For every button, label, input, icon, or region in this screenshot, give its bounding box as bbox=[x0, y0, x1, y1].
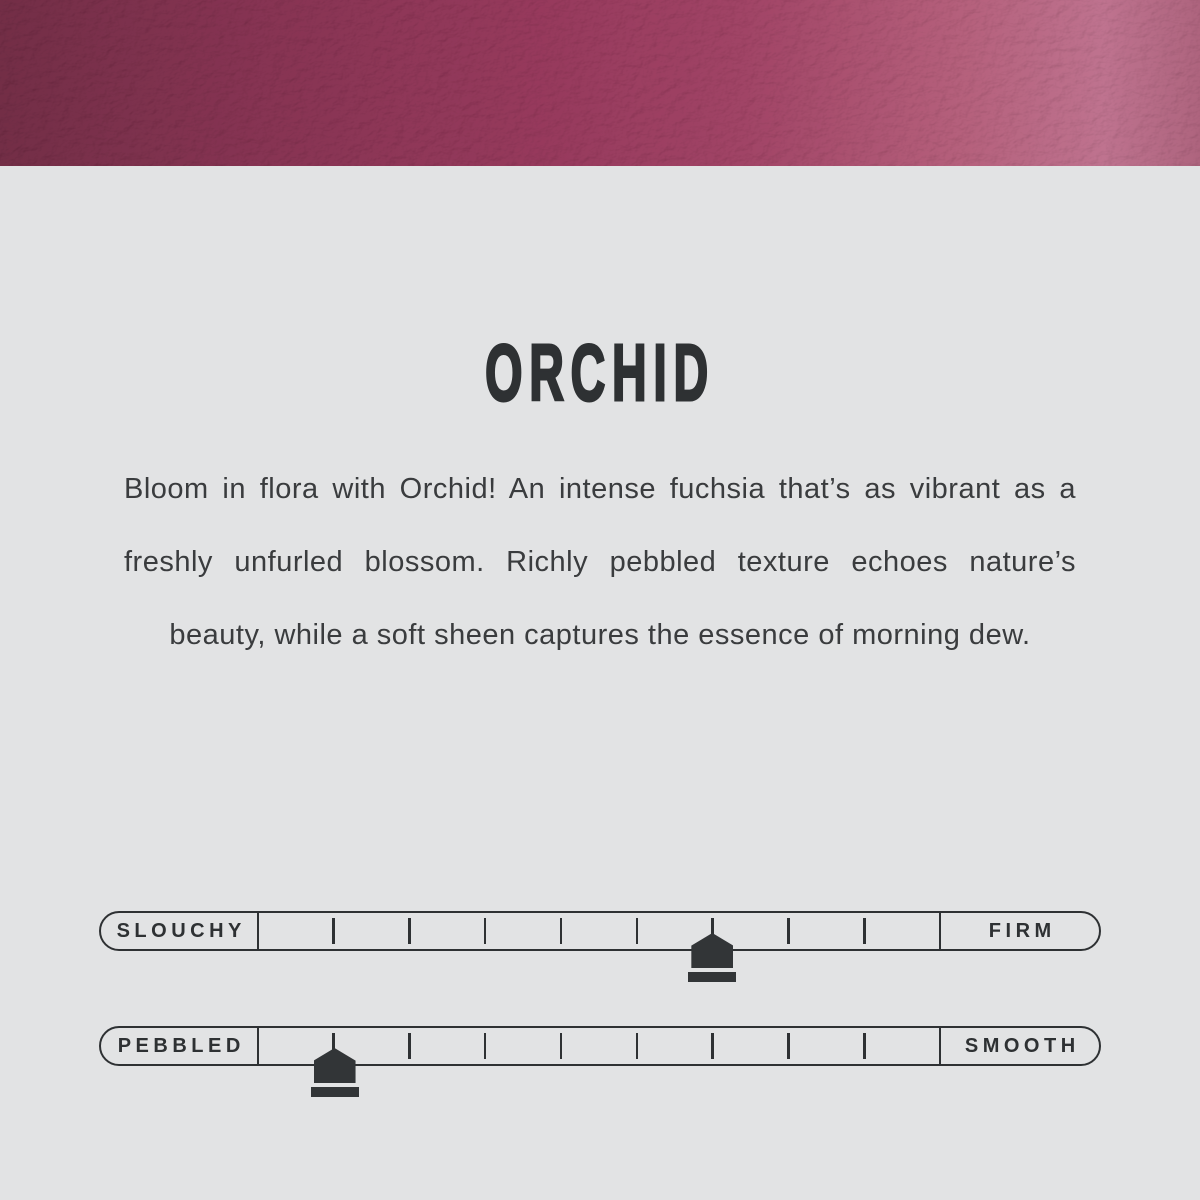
scale-left-cap bbox=[101, 1028, 259, 1064]
scale-tick bbox=[787, 1033, 790, 1059]
scale-tick bbox=[408, 918, 411, 944]
scale-pebbled-smooth bbox=[99, 1026, 1101, 1066]
scale-tick bbox=[636, 918, 639, 944]
scale-marker bbox=[311, 1048, 359, 1097]
scale-tick bbox=[863, 1033, 866, 1059]
marker-arrow-icon bbox=[691, 933, 733, 968]
scale-tick bbox=[787, 918, 790, 944]
scale-right-label: SMOOTH bbox=[964, 1034, 1080, 1057]
scale-tick bbox=[711, 1033, 714, 1059]
scale-tick bbox=[560, 918, 563, 944]
description-line-3: beauty, while a soft sheen captures the essence of morning dew. bbox=[169, 619, 1031, 651]
scale-marker bbox=[688, 933, 736, 982]
leather-texture-svg bbox=[0, 0, 1200, 166]
scale-track bbox=[259, 1028, 939, 1064]
scale-left-label: SLOUCHY bbox=[116, 919, 246, 942]
scale-left-cap bbox=[101, 913, 259, 949]
scale-tick bbox=[484, 1033, 487, 1059]
marker-base-bar bbox=[311, 1087, 359, 1097]
scale-right-cap bbox=[939, 913, 1099, 949]
leather-grain-sheen bbox=[0, 0, 1200, 166]
description-line-2: freshly unfurled blossom. Richly pebbled texture echoes nature’s bbox=[124, 546, 1076, 578]
marker-arrow-icon bbox=[314, 1048, 356, 1083]
scale-tick bbox=[484, 918, 487, 944]
leather-swatch-image bbox=[0, 0, 1200, 166]
scale-slouchy-firm bbox=[99, 911, 1101, 951]
scale-tick bbox=[408, 1033, 411, 1059]
scale-right-label: FIRM bbox=[988, 919, 1056, 942]
scale-track bbox=[259, 913, 939, 949]
scale-left-label: PEBBLED bbox=[117, 1034, 245, 1057]
marker-base-bar bbox=[688, 972, 736, 982]
scale-tick bbox=[332, 918, 335, 944]
description-line-1: Bloom in flora with Orchid! An intense fuchsia that’s as vibrant as a bbox=[124, 473, 1076, 505]
scale-tick bbox=[560, 1033, 563, 1059]
scale-tick bbox=[636, 1033, 639, 1059]
scale-right-cap bbox=[939, 1028, 1099, 1064]
scale-tick bbox=[863, 918, 866, 944]
color-name-title: ORCHID bbox=[485, 327, 715, 417]
color-description bbox=[124, 453, 1076, 672]
